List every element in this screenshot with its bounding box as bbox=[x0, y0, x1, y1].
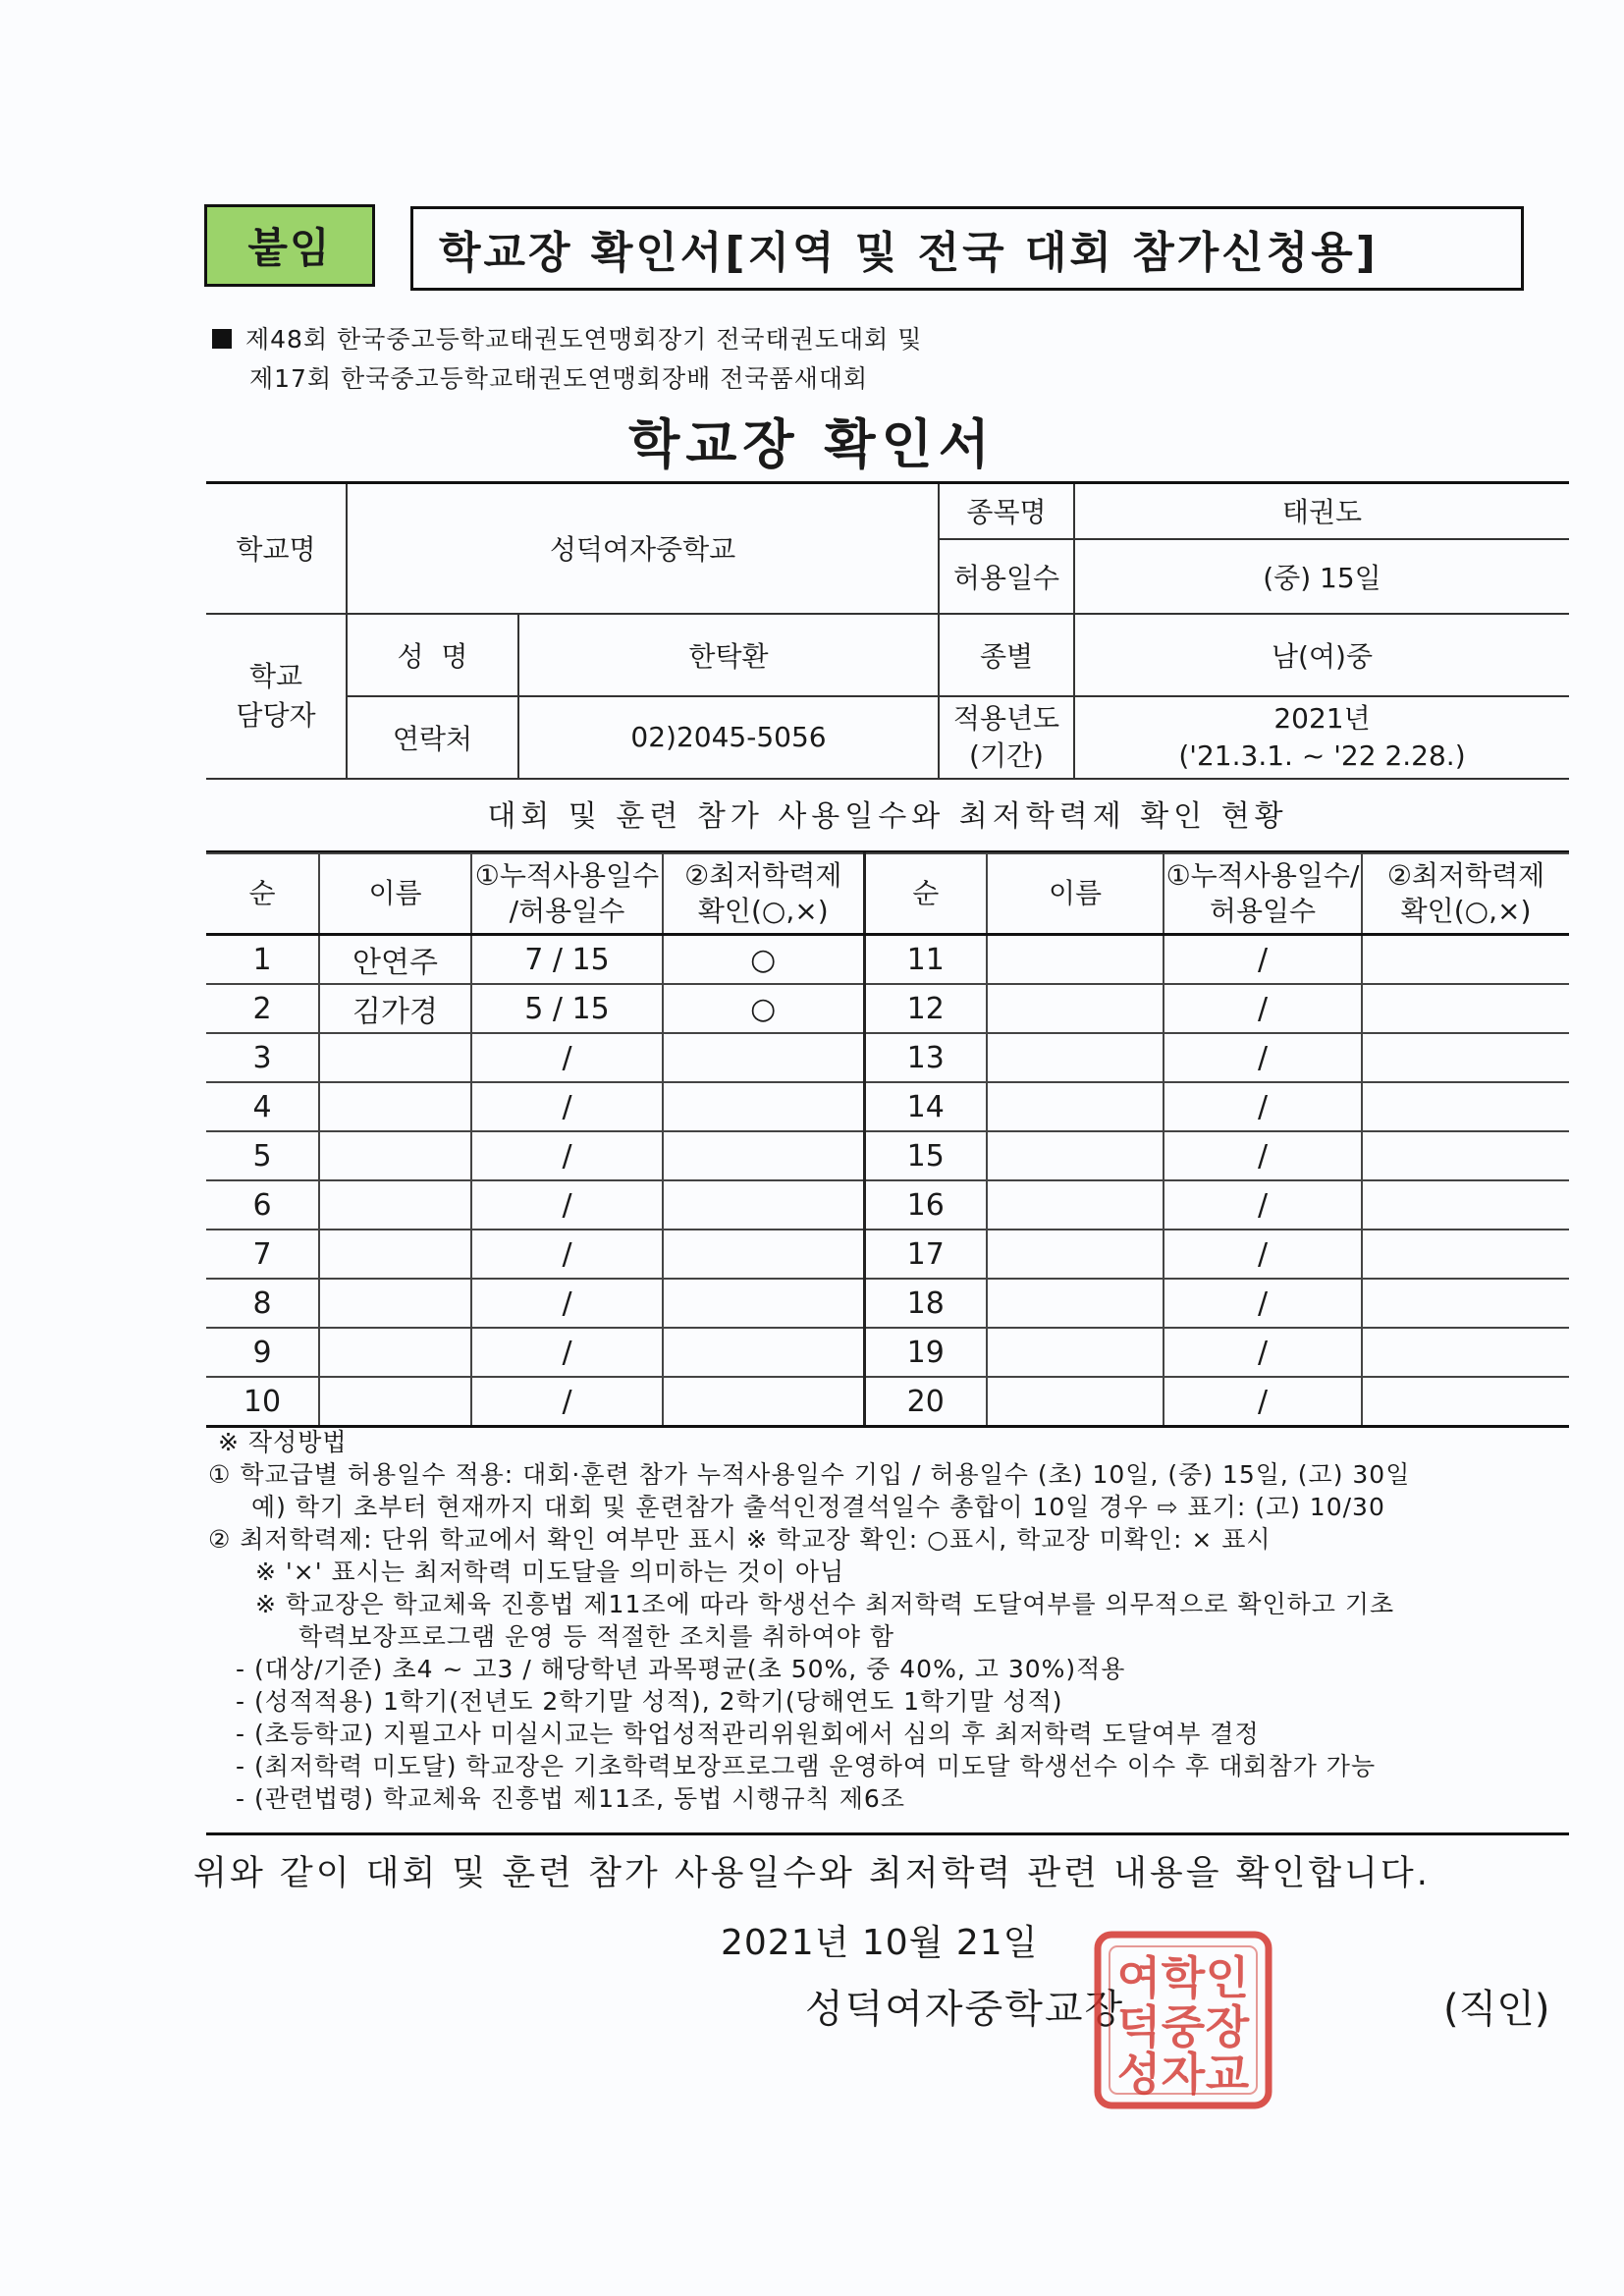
notes-heading: ※ 작성방법 bbox=[218, 1428, 348, 1456]
col-header-name: 이름 bbox=[319, 853, 471, 935]
row-days-2: / bbox=[1164, 1279, 1362, 1328]
row-no: 5 bbox=[206, 1131, 319, 1180]
table-row bbox=[206, 1328, 1569, 1377]
intro-line-2: 제17회 한국중고등학교태권도연맹회장배 전국품새대회 bbox=[249, 364, 869, 393]
note-2-b: ※ 학교장은 학교체육 진흥법 제11조에 따라 학생선수 최저학력 도달여부를 의무적으로 확인하고 기초 bbox=[255, 1590, 1395, 1618]
instructions bbox=[208, 1426, 1573, 1815]
row-no: 3 bbox=[206, 1033, 319, 1082]
row-days: 7 / 15 bbox=[471, 935, 663, 985]
school-name-label: 학교명 bbox=[206, 483, 347, 614]
divider bbox=[206, 1832, 1569, 1835]
row-check bbox=[663, 1230, 864, 1279]
col-header-days: ①누적사용일수 /허용일수 bbox=[471, 853, 663, 935]
signer-name: 성덕여자중학교장 bbox=[805, 1987, 1125, 2032]
table-row bbox=[206, 1230, 1569, 1279]
year-cell bbox=[1074, 696, 1569, 779]
row-days: / bbox=[471, 1279, 663, 1328]
row-check: ○ bbox=[663, 984, 864, 1033]
row-days-2: / bbox=[1164, 1131, 1362, 1180]
row-no-2: 11 bbox=[864, 935, 987, 985]
row-name bbox=[319, 1279, 471, 1328]
row-no: 9 bbox=[206, 1328, 319, 1377]
row-check bbox=[663, 1377, 864, 1427]
row-name-2 bbox=[987, 1180, 1164, 1230]
row-no-2: 12 bbox=[864, 984, 987, 1033]
seal-glyph: 교 bbox=[1205, 2048, 1250, 2101]
row-days-2: / bbox=[1164, 1082, 1362, 1131]
page-title: 학교장 확인서 bbox=[628, 413, 996, 475]
row-no-2: 16 bbox=[864, 1180, 987, 1230]
row-days-2: / bbox=[1164, 1180, 1362, 1230]
allowed-days-value: (중) 15일 bbox=[1074, 539, 1569, 614]
table-row bbox=[206, 935, 1569, 985]
row-name bbox=[319, 1230, 471, 1279]
row-days: / bbox=[471, 1328, 663, 1377]
row-check bbox=[663, 1033, 864, 1082]
participants-table bbox=[206, 852, 1569, 1428]
row-name bbox=[319, 1328, 471, 1377]
row-days-2: / bbox=[1164, 1328, 1362, 1377]
official-seal-stamp bbox=[1090, 1927, 1276, 2113]
row-days-2: / bbox=[1164, 1033, 1362, 1082]
table-row bbox=[206, 1377, 1569, 1427]
row-no-2: 19 bbox=[864, 1328, 987, 1377]
row-name-2 bbox=[987, 1033, 1164, 1082]
col-header-no: 순 bbox=[206, 853, 319, 935]
row-days: / bbox=[471, 1377, 663, 1427]
confirmation-statement: 위와 같이 대회 및 훈련 참가 사용일수와 최저학력 관련 내용을 확인합니다. bbox=[193, 1854, 1431, 1893]
row-no-2: 15 bbox=[864, 1131, 987, 1180]
note-2-c: 학력보장프로그램 운영 등 적절한 조치를 취하여야 함 bbox=[298, 1622, 894, 1651]
col-header-check: ②최저학력제 확인(○,×) bbox=[663, 853, 864, 935]
row-check bbox=[663, 1082, 864, 1131]
note-2-a: ※ '×' 표시는 최저학력 미도달을 의미하는 것이 아님 bbox=[255, 1558, 845, 1586]
row-name-2 bbox=[987, 1131, 1164, 1180]
table-row bbox=[206, 1082, 1569, 1131]
table-header-row bbox=[206, 853, 1569, 935]
table-row bbox=[206, 1180, 1569, 1230]
row-no: 8 bbox=[206, 1279, 319, 1328]
table-row bbox=[206, 1033, 1569, 1082]
row-name-2 bbox=[987, 1230, 1164, 1279]
row-days: / bbox=[471, 1082, 663, 1131]
manager-name-value: 한탁환 bbox=[518, 614, 939, 696]
row-name-2 bbox=[987, 984, 1164, 1033]
col-header-no-2: 순 bbox=[864, 853, 987, 935]
table-row bbox=[206, 984, 1569, 1033]
row-no-2: 20 bbox=[864, 1377, 987, 1427]
year-label: 적용년도 (기간) bbox=[939, 696, 1074, 779]
intro-line-1: 제48회 한국중고등학교태권도연맹회장기 전국태권도대회 및 bbox=[245, 325, 923, 354]
participants-rows bbox=[206, 935, 1569, 1427]
row-no: 4 bbox=[206, 1082, 319, 1131]
note-dash-5: - (관련법령) 학교체육 진흥법 제11조, 동법 시행규칙 제6조 bbox=[236, 1784, 905, 1813]
row-no-2: 14 bbox=[864, 1082, 987, 1131]
manager-label: 학교 담당자 bbox=[206, 614, 347, 779]
row-name bbox=[319, 1180, 471, 1230]
note-dash-1: - (대상/기준) 초4 ~ 고3 / 해당학년 과목평균(초 50%, 중 40%, 고 30%)적용 bbox=[236, 1655, 1126, 1683]
seal-glyph: 인 bbox=[1205, 1951, 1250, 2004]
row-no: 10 bbox=[206, 1377, 319, 1427]
year-value: 2021년 bbox=[1273, 701, 1371, 735]
row-check-2 bbox=[1362, 1033, 1569, 1082]
square-bullet-icon bbox=[212, 329, 232, 349]
row-no: 1 bbox=[206, 935, 319, 985]
row-check-2 bbox=[1362, 935, 1569, 985]
row-days: / bbox=[471, 1180, 663, 1230]
row-days-2: / bbox=[1164, 1377, 1362, 1427]
row-name-2 bbox=[987, 1377, 1164, 1427]
seal-glyph: 덕 bbox=[1116, 2000, 1162, 2053]
row-no: 2 bbox=[206, 984, 319, 1033]
row-days: / bbox=[471, 1033, 663, 1082]
row-name-2 bbox=[987, 1279, 1164, 1328]
row-name: 김가경 bbox=[319, 984, 471, 1033]
note-1-example: 예) 학기 초부터 현재까지 대회 및 훈련참가 출석인정결석일수 총합이 10일 경우 ⇨ 표기: (고) 10/30 bbox=[251, 1493, 1385, 1521]
contact-value: 02)2045-5056 bbox=[518, 696, 939, 779]
row-check-2 bbox=[1362, 1180, 1569, 1230]
row-name-2 bbox=[987, 1328, 1164, 1377]
event-label: 종목명 bbox=[939, 483, 1074, 539]
row-check-2 bbox=[1362, 1377, 1569, 1427]
row-days: / bbox=[471, 1230, 663, 1279]
seal-glyph: 장 bbox=[1205, 2000, 1250, 2053]
col-header-check-2: ②최저학력제 확인(○,×) bbox=[1362, 853, 1569, 935]
category-value: 남(여)중 bbox=[1074, 614, 1569, 696]
row-name bbox=[319, 1377, 471, 1427]
section-title: 대회 및 훈련 참가 사용일수와 최저학력제 확인 현황 bbox=[206, 784, 1569, 853]
seal-glyph: 중 bbox=[1161, 2000, 1206, 2053]
seal-label: (직인) bbox=[1443, 1987, 1550, 2032]
row-check-2 bbox=[1362, 1082, 1569, 1131]
row-check-2 bbox=[1362, 1131, 1569, 1180]
seal-glyph: 여 bbox=[1116, 1951, 1162, 2004]
row-name bbox=[319, 1033, 471, 1082]
table-row bbox=[206, 1279, 1569, 1328]
row-check-2 bbox=[1362, 984, 1569, 1033]
contact-label: 연락처 bbox=[347, 696, 518, 779]
row-name-2 bbox=[987, 1082, 1164, 1131]
note-2: ② 최저학력제: 단위 학교에서 확인 여부만 표시 ※ 학교장 확인: ○표시, 학교장 미확인: × 표시 bbox=[208, 1525, 1272, 1554]
row-days: / bbox=[471, 1131, 663, 1180]
seal-glyph: 학 bbox=[1161, 1951, 1206, 2004]
event-value: 태권도 bbox=[1074, 483, 1569, 539]
row-check: ○ bbox=[663, 935, 864, 985]
note-1: ① 학교급별 허용일수 적용: 대회·훈련 참가 누적사용일수 기입 / 허용일수 (초) 10일, (중) 15일, (고) 30일 bbox=[208, 1460, 1411, 1489]
table-row bbox=[206, 1131, 1569, 1180]
row-check bbox=[663, 1131, 864, 1180]
seal-glyph: 자 bbox=[1161, 2048, 1206, 2101]
allowed-days-label: 허용일수 bbox=[939, 539, 1074, 614]
row-days-2: / bbox=[1164, 1230, 1362, 1279]
row-name bbox=[319, 1131, 471, 1180]
row-name bbox=[319, 1082, 471, 1131]
manager-name-label: 성 명 bbox=[347, 614, 518, 696]
note-dash-4: - (최저학력 미도달) 학교장은 기초학력보장프로그램 운영하여 미도달 학생선수 이수 후 대회참가 가능 bbox=[236, 1752, 1377, 1780]
row-days: 5 / 15 bbox=[471, 984, 663, 1033]
row-no-2: 18 bbox=[864, 1279, 987, 1328]
row-no-2: 17 bbox=[864, 1230, 987, 1279]
row-check bbox=[663, 1328, 864, 1377]
row-check bbox=[663, 1180, 864, 1230]
col-header-name-2: 이름 bbox=[987, 853, 1164, 935]
row-check-2 bbox=[1362, 1279, 1569, 1328]
signature-date: 2021년 10월 21일 bbox=[721, 1923, 1039, 1963]
row-name: 안연주 bbox=[319, 935, 471, 985]
col-header-days-2: ①누적사용일수/ 허용일수 bbox=[1164, 853, 1362, 935]
row-name-2 bbox=[987, 935, 1164, 985]
event-intro bbox=[212, 320, 922, 399]
row-no: 6 bbox=[206, 1180, 319, 1230]
attachment-tag: 붙임 bbox=[204, 204, 375, 287]
category-label: 종별 bbox=[939, 614, 1074, 696]
row-check bbox=[663, 1279, 864, 1328]
seal-glyph: 성 bbox=[1116, 2048, 1162, 2101]
note-dash-3: - (초등학교) 지필고사 미실시교는 학업성적관리위원회에서 심의 후 최저학력 도달여부 결정 bbox=[236, 1720, 1260, 1748]
row-no-2: 13 bbox=[864, 1033, 987, 1082]
form-header-title: 학교장 확인서[지역 및 전국 대회 참가신청용] bbox=[410, 206, 1524, 291]
year-period: ('21.3.1. ~ '22 2.28.) bbox=[1178, 738, 1466, 772]
row-check-2 bbox=[1362, 1328, 1569, 1377]
school-name-value: 성덕여자중학교 bbox=[347, 483, 939, 614]
row-days-2: / bbox=[1164, 935, 1362, 985]
school-info-table bbox=[206, 481, 1569, 780]
row-check-2 bbox=[1362, 1230, 1569, 1279]
row-no: 7 bbox=[206, 1230, 319, 1279]
row-days-2: / bbox=[1164, 984, 1362, 1033]
note-dash-2: - (성적적용) 1학기(전년도 2학기말 성적), 2학기(당해연도 1학기말 성적) bbox=[236, 1687, 1063, 1716]
